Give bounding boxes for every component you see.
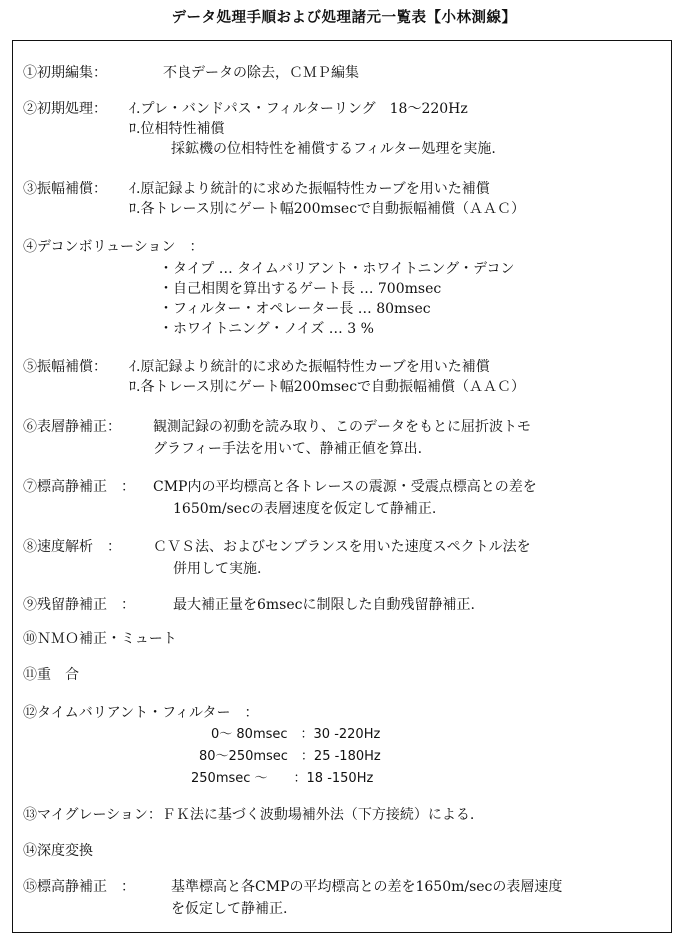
item-text: グラフィー手法を用いて、静補正値を算出. [153,441,423,457]
item-text: 採鉱機の位相特性を補償するフィルター処理を実施. [171,141,496,157]
item-heading: ⑬マイグレーション：ＦＫ法に基づく波動場補外法（下方接続）による. [23,807,475,823]
item-heading: ⑧速度解析 ： [23,539,121,555]
item-text: ﾛ.各トレース別にゲート幅200msecで自動振幅補償（ＡＡＣ） [129,201,526,217]
item-heading: ⑫タイムバリアント・フィルター ： [23,705,259,721]
item-text: 観測記録の初動を読み取り、このデータをもとに屈折波トモ [153,419,531,435]
item-heading: ⑩ＮＭＯ補正・ミュート [23,631,177,647]
item-heading: ⑦標高静補正 ： [23,479,135,495]
item-heading: ⑮標高静補正 ： [23,879,135,895]
item-text: ・自己相関を算出するゲート長 … 700msec [159,281,442,297]
item-text: ・タイプ … タイムバリアント・ホワイトニング・デコン [159,261,515,277]
item-heading: ②初期処理： [23,101,107,117]
item-text: 不良データの除去，ＣＭＰ編集 [163,65,359,81]
item-text: を仮定して静補正. [171,901,288,917]
item-text: ｲ.プレ・バンドパス・フィルターリング 18～220Hz [129,101,468,117]
filter-row: 0～ 80msec ：30 -220Hz [211,727,381,742]
processing-table [12,40,672,933]
item-text: ﾛ.位相特性補償 [129,121,225,137]
item-text: ｲ.原記録より統計的に求めた振幅特性カーブを用いた補償 [129,359,490,375]
item-heading: ⑥表層静補正： [23,419,121,435]
item-text: ・フィルター・オペレーター長 … 80msec [159,301,431,317]
item-text: 基準標高と各CMPの平均標高との差を1650m/secの表層速度 [171,879,563,895]
item-heading: ④デコンボリューション ： [23,239,204,255]
page-title: データ処理手順および処理諸元一覧表【小林測線】 [171,10,517,26]
item-heading: ⑨残留静補正 ： [23,597,135,613]
item-text: 1650m/secの表層速度を仮定して静補正. [173,501,437,517]
item-heading: ①初期編集： [23,65,107,81]
item-text: ＣＶＳ法、およびセンブランスを用いた速度スペクトル法を [153,539,531,555]
item-heading: ⑪重 合 [23,667,79,683]
item-text: ・ホワイトニング・ノイズ … 3 % [159,321,374,337]
item-heading: ③振幅補償： [23,181,107,197]
item-text: ｲ.原記録より統計的に求めた振幅特性カーブを用いた補償 [129,181,490,197]
filter-row: 250msec ～ ：18 -150Hz [191,771,374,786]
item-text: ﾛ.各トレース別にゲート幅200msecで自動振幅補償（ＡＡＣ） [129,379,526,395]
item-text: 最大補正量を6msecに制限した自動残留静補正. [173,597,475,613]
filter-row: 80～250msec ：25 -180Hz [199,749,381,764]
item-text: CMP内の平均標高と各トレースの震源・受震点標高との差を [153,479,537,495]
item-heading: ⑭深度変換 [23,843,93,859]
item-text: 併用して実施. [173,561,262,577]
item-heading: ⑤振幅補償： [23,359,107,375]
